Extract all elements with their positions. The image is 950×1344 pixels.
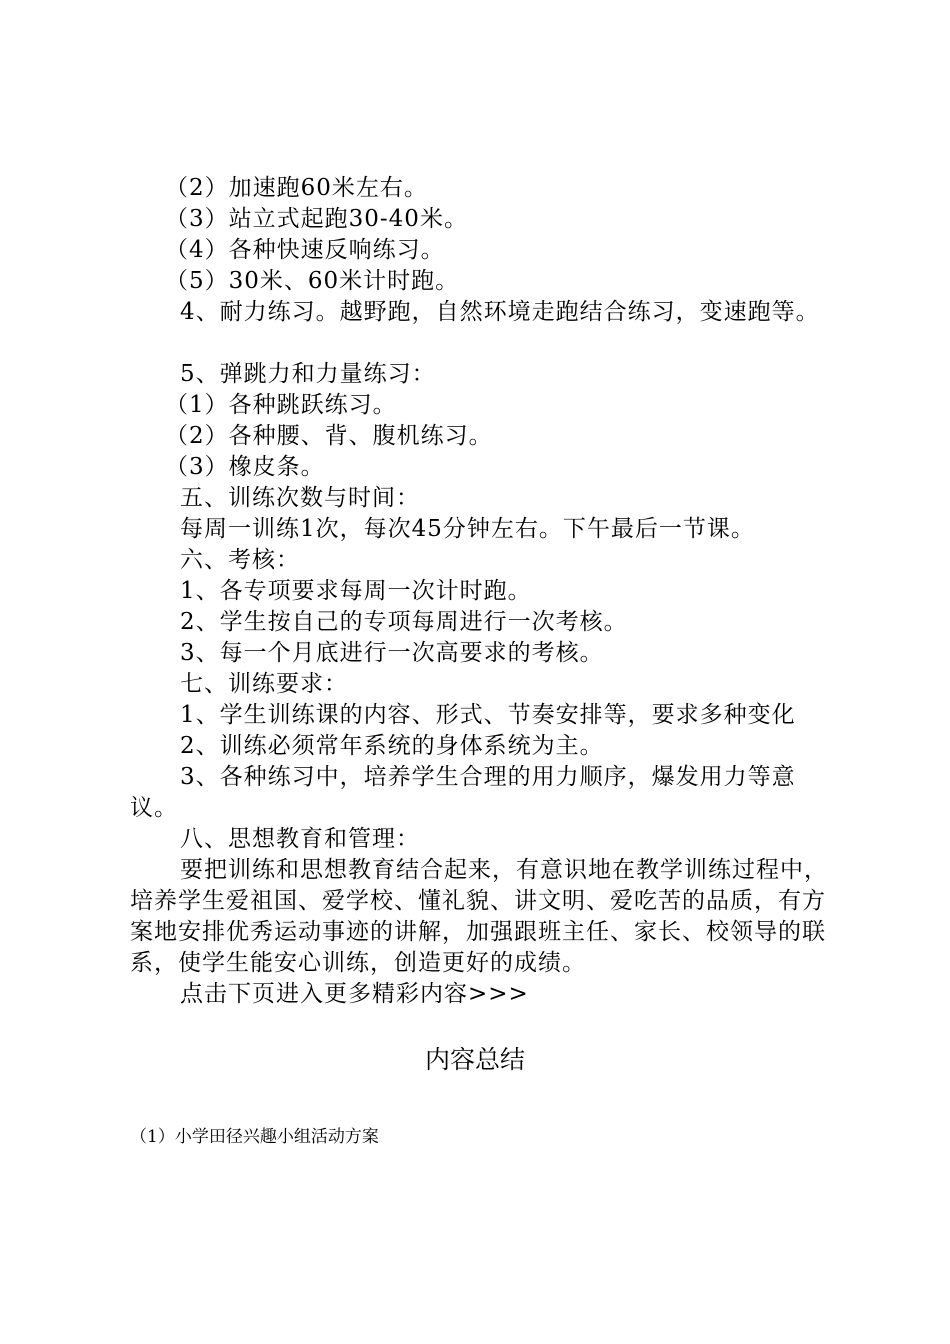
text-line: （3）橡皮条。 xyxy=(165,454,325,480)
section-heading: 七、训练要求： xyxy=(180,671,348,697)
section-heading: 六、考核： xyxy=(180,547,300,573)
text-paragraph: 3、各种练习中，培养学生合理的用力顺序，爆发用力等意议。 xyxy=(130,764,796,821)
section-heading: 五、训练次数与时间： xyxy=(180,485,420,511)
summary-item: （1）小学田径兴趣小组活动方案 xyxy=(130,1127,379,1147)
text-line: 3、每一个月底进行一次高要求的考核。 xyxy=(180,640,604,666)
next-page-link[interactable]: 点击下页进入更多精彩内容>>> xyxy=(180,981,529,1007)
text-line: 1、各专项要求每周一次计时跑。 xyxy=(180,578,532,604)
text-line: 4、耐力练习。越野跑，自然环境走跑结合练习，变速跑等。 xyxy=(180,299,820,325)
text-paragraph: 要把训练和思想教育结合起来，有意识地在教学训练过程中，培养学生爱祖国、爱学校、懂礼貌、讲文明、爱吃苦的品质，有方案地安排优秀运动事迹的讲解，加强跟班主任、家长、校领导的联系，使学生能安心训练，创造更好的成绩。 xyxy=(130,857,828,976)
text-line: 5、弹跳力和力量练习： xyxy=(180,361,436,387)
text-line: （3）站立式起跑30-40米。 xyxy=(165,206,468,232)
blank-line xyxy=(130,328,840,359)
summary-heading: 内容总结 xyxy=(424,1045,525,1074)
document-body xyxy=(130,173,840,1010)
text-line: （2）各种腰、背、腹机练习。 xyxy=(165,423,493,449)
text-line: 每周一训练1次，每次45分钟左右。下午最后一节课。 xyxy=(180,516,755,542)
text-line: 2、学生按自己的专项每周进行一次考核。 xyxy=(180,609,628,635)
text-line: （4）各种快速反响练习。 xyxy=(165,237,445,263)
text-line: 1、学生训练课的内容、形式、节奏安排等，要求多种变化 xyxy=(180,702,796,728)
text-line: （2）加速跑60米左右。 xyxy=(165,175,428,201)
section-heading: 八、思想教育和管理： xyxy=(180,826,420,852)
text-line: （1）各种跳跃练习。 xyxy=(165,392,397,418)
text-line: （5）30米、60米计时跑。 xyxy=(165,268,460,294)
text-line: 2、训练必须常年系统的身体系统为主。 xyxy=(180,733,604,759)
